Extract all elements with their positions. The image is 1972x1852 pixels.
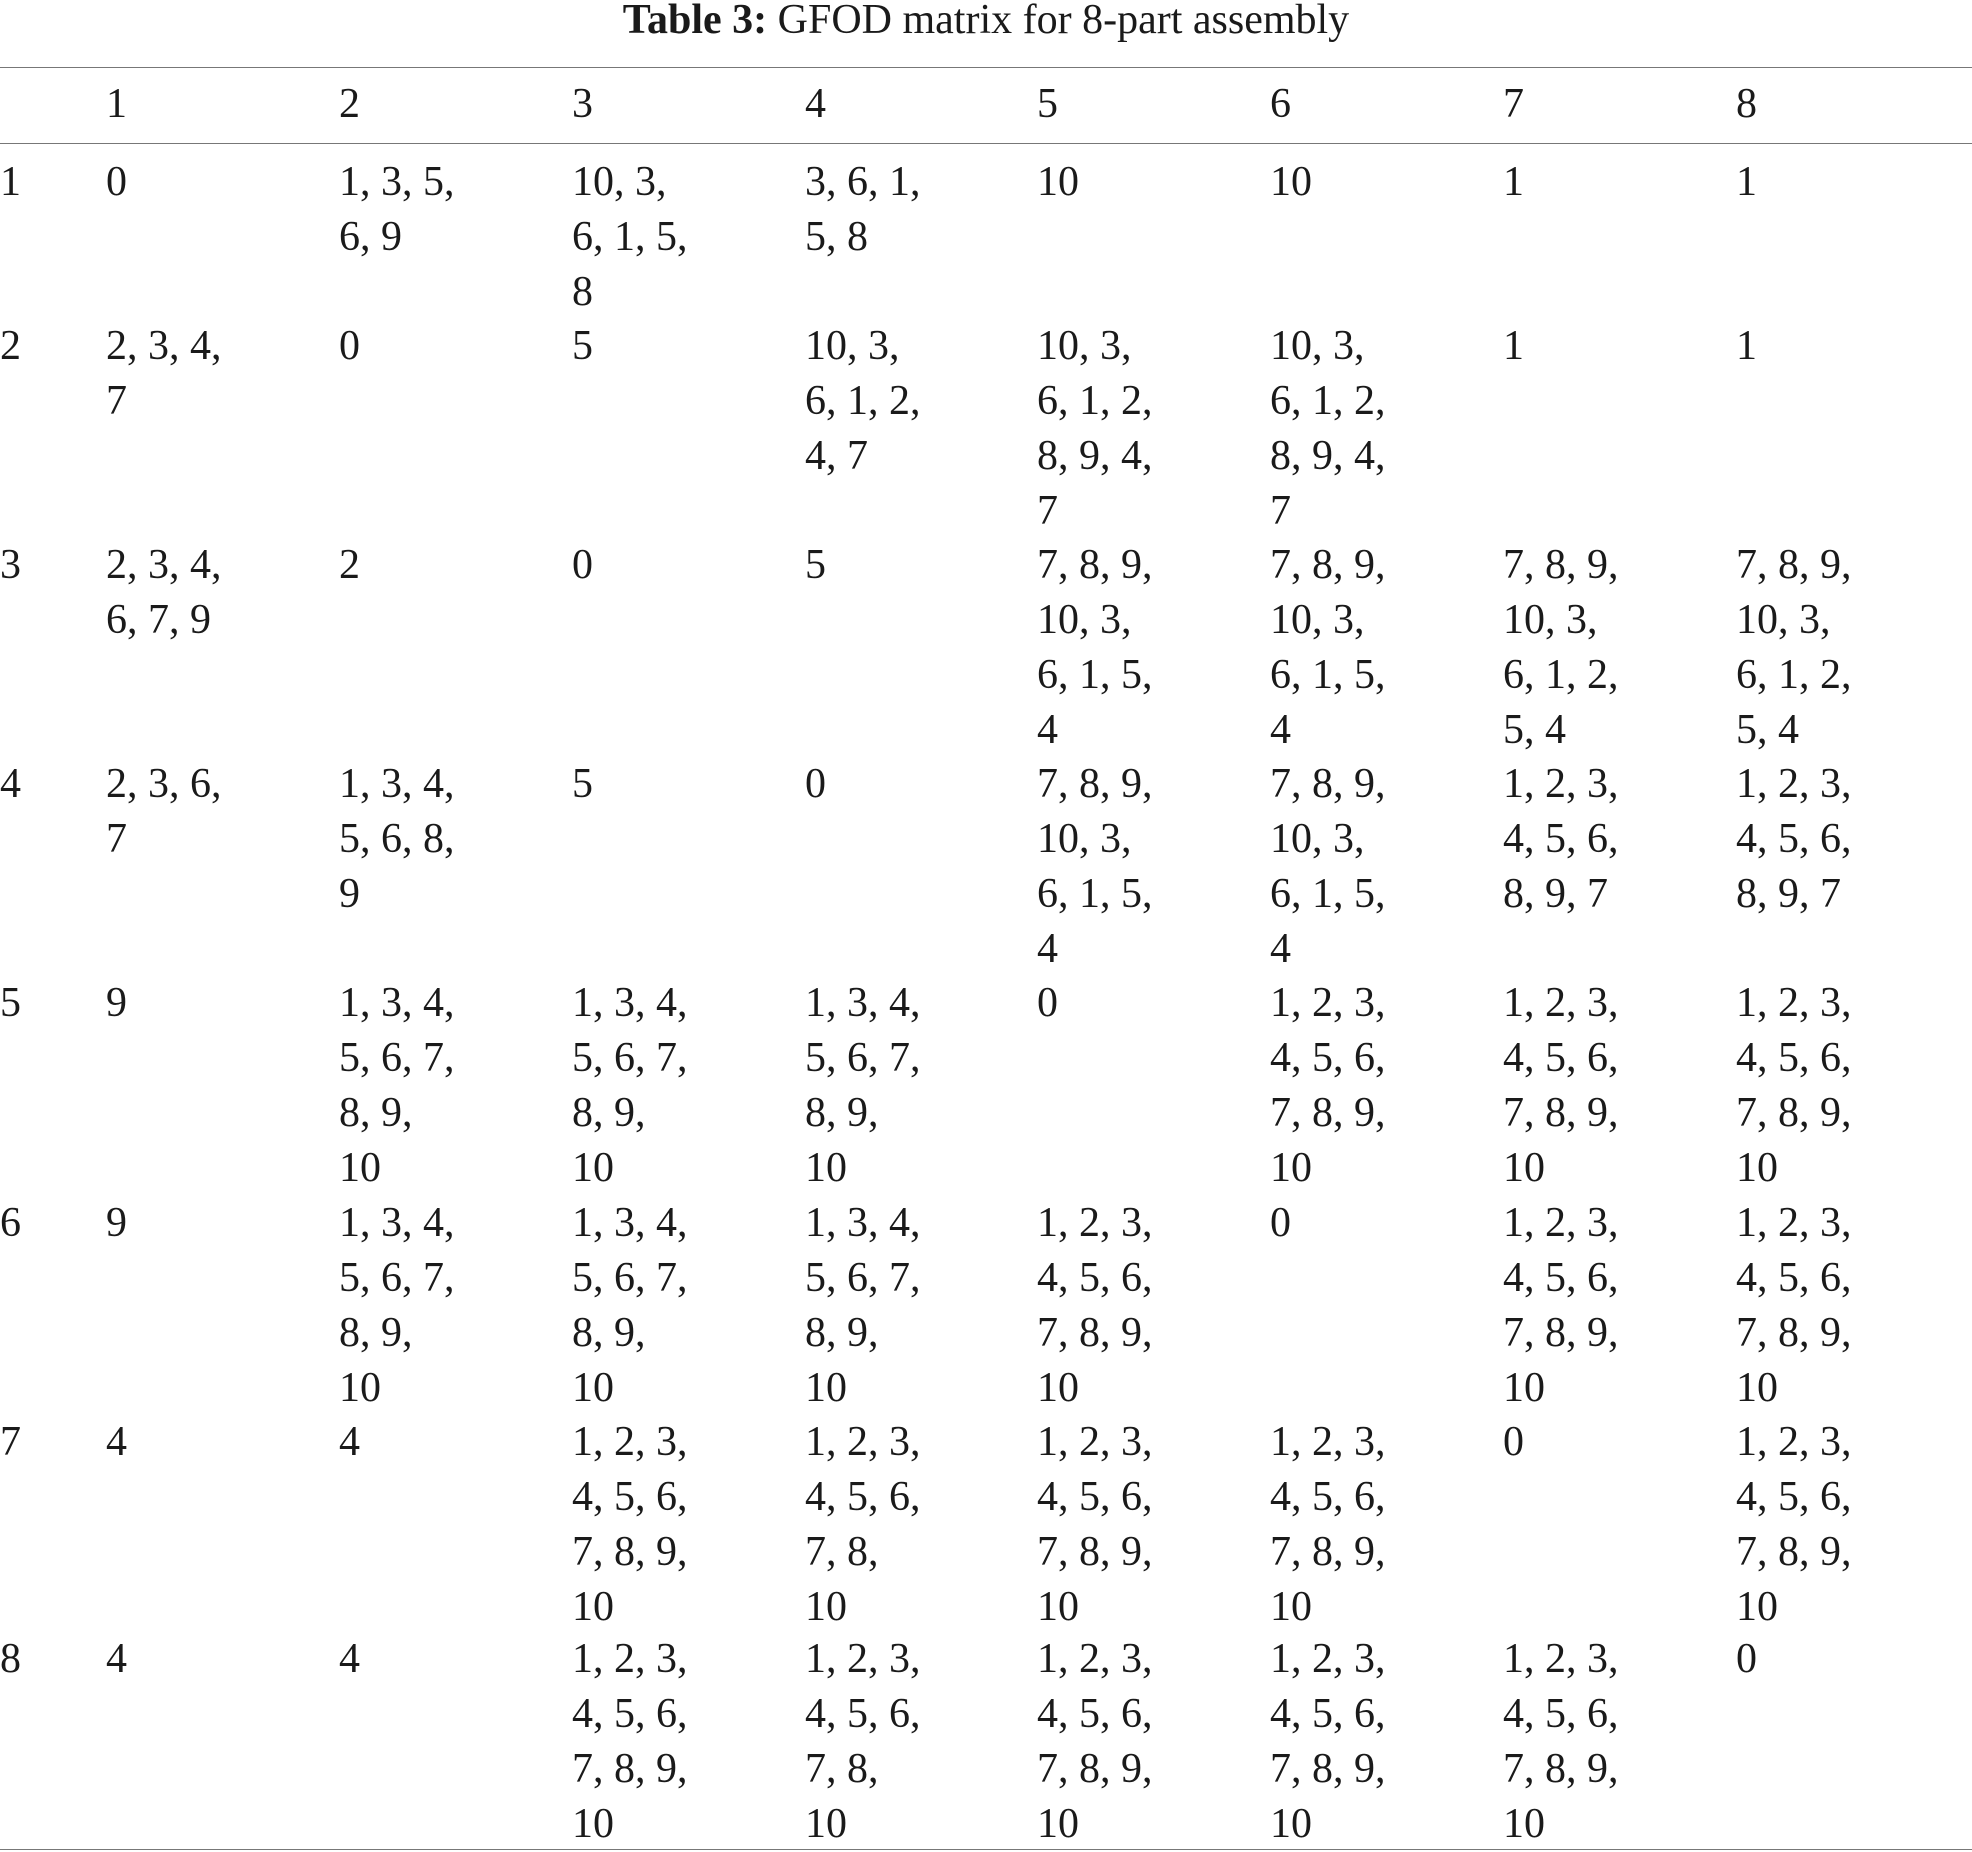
table-cell: 7, 8, 9, 10, 3, 6, 1, 2, 5, 4 [1503, 542, 1619, 753]
caption-label: Table 3: [622, 0, 768, 43]
table-cell: 7, 8, 9, 10, 3, 6, 1, 5, 4 [1037, 542, 1153, 753]
table-bottom-rule [0, 1849, 1972, 1850]
table-cell: 1, 3, 4, 5, 6, 7, 8, 9, 10 [339, 980, 455, 1191]
row-label: 3 [0, 542, 21, 588]
table-cell: 1, 2, 3, 4, 5, 6, 7, 8, 9, 10 [1037, 1419, 1153, 1630]
table-cell: 1, 2, 3, 4, 5, 6, 7, 8, 9, 10 [1503, 1636, 1619, 1847]
table-cell: 2, 3, 6, 7 [106, 761, 222, 862]
table-cell: 1, 3, 4, 5, 6, 7, 8, 9, 10 [339, 1200, 455, 1411]
table-cell: 1, 2, 3, 4, 5, 6, 7, 8, 10 [805, 1419, 921, 1630]
row-label: 5 [0, 980, 21, 1026]
table-cell: 5 [572, 761, 593, 807]
table-cell: 7, 8, 9, 10, 3, 6, 1, 2, 5, 4 [1736, 542, 1852, 753]
table-cell: 10, 3, 6, 1, 2, 4, 7 [805, 323, 921, 479]
table-cell: 1, 2, 3, 4, 5, 6, 7, 8, 10 [805, 1636, 921, 1847]
table-cell: 3, 6, 1, 5, 8 [805, 159, 921, 260]
table-cell: 10 [1270, 159, 1312, 205]
column-header: 8 [1736, 81, 1757, 127]
table-cell: 9 [106, 980, 127, 1026]
table-cell: 4 [106, 1636, 127, 1682]
table-cell: 1, 3, 4, 5, 6, 7, 8, 9, 10 [805, 1200, 921, 1411]
table-cell: 9 [106, 1200, 127, 1246]
table-cell: 1, 2, 3, 4, 5, 6, 7, 8, 9, 10 [1736, 1200, 1852, 1411]
table-caption [0, 0, 1972, 58]
table-cell: 7, 8, 9, 10, 3, 6, 1, 5, 4 [1270, 761, 1386, 972]
table-cell: 1, 2, 3, 4, 5, 6, 7, 8, 9, 10 [1736, 1419, 1852, 1630]
row-label: 7 [0, 1419, 21, 1465]
caption-text: GFOD matrix for 8-part assembly [777, 0, 1350, 43]
table-cell: 10, 3, 6, 1, 2, 8, 9, 4, 7 [1037, 323, 1153, 534]
table-cell: 1, 2, 3, 4, 5, 6, 8, 9, 7 [1736, 761, 1852, 917]
table-cell: 1, 2, 3, 4, 5, 6, 7, 8, 9, 10 [1037, 1636, 1153, 1847]
column-header: 4 [805, 81, 826, 127]
table-cell: 0 [106, 159, 127, 205]
table-cell: 10, 3, 6, 1, 2, 8, 9, 4, 7 [1270, 323, 1386, 534]
table-cell: 1, 2, 3, 4, 5, 6, 7, 8, 9, 10 [1736, 980, 1852, 1191]
table-cell: 7, 8, 9, 10, 3, 6, 1, 5, 4 [1270, 542, 1386, 753]
table-cell: 10 [1037, 159, 1079, 205]
table-cell: 1, 2, 3, 4, 5, 6, 7, 8, 9, 10 [1503, 1200, 1619, 1411]
row-label: 8 [0, 1636, 21, 1682]
column-header: 3 [572, 81, 593, 127]
table-cell: 0 [1270, 1200, 1291, 1246]
table-cell: 1, 2, 3, 4, 5, 6, 7, 8, 9, 10 [1503, 980, 1619, 1191]
table-cell: 1, 2, 3, 4, 5, 6, 7, 8, 9, 10 [1037, 1200, 1153, 1411]
row-label: 4 [0, 761, 21, 807]
table-cell: 5 [805, 542, 826, 588]
table-cell: 1, 2, 3, 4, 5, 6, 8, 9, 7 [1503, 761, 1619, 917]
table-cell: 5 [572, 323, 593, 369]
table-cell: 4 [339, 1419, 360, 1465]
table-cell: 1, 2, 3, 4, 5, 6, 7, 8, 9, 10 [572, 1419, 688, 1630]
table-cell: 2, 3, 4, 7 [106, 323, 222, 424]
table-cell: 0 [805, 761, 826, 807]
table-cell: 1 [1736, 323, 1757, 369]
table-cell: 1, 2, 3, 4, 5, 6, 7, 8, 9, 10 [572, 1636, 688, 1847]
table-cell: 1, 3, 4, 5, 6, 8, 9 [339, 761, 455, 917]
table-cell: 1, 3, 4, 5, 6, 7, 8, 9, 10 [805, 980, 921, 1191]
table-cell: 0 [1503, 1419, 1524, 1465]
table-cell: 0 [339, 323, 360, 369]
table-cell: 1, 3, 4, 5, 6, 7, 8, 9, 10 [572, 980, 688, 1191]
table-cell: 4 [106, 1419, 127, 1465]
row-label: 6 [0, 1200, 21, 1246]
table-cell: 2 [339, 542, 360, 588]
row-label: 2 [0, 323, 21, 369]
table-cell: 7, 8, 9, 10, 3, 6, 1, 5, 4 [1037, 761, 1153, 972]
table-cell: 1, 2, 3, 4, 5, 6, 7, 8, 9, 10 [1270, 980, 1386, 1191]
table-cell: 1, 2, 3, 4, 5, 6, 7, 8, 9, 10 [1270, 1636, 1386, 1847]
column-header: 6 [1270, 81, 1291, 127]
table-cell: 1 [1503, 323, 1524, 369]
table-cell: 1, 3, 5, 6, 9 [339, 159, 455, 260]
table-cell: 0 [1037, 980, 1058, 1026]
table-header-rule [0, 143, 1972, 144]
table-cell: 1, 2, 3, 4, 5, 6, 7, 8, 9, 10 [1270, 1419, 1386, 1630]
column-header: 5 [1037, 81, 1058, 127]
column-header: 1 [106, 81, 127, 127]
table-cell: 4 [339, 1636, 360, 1682]
table-cell: 0 [572, 542, 593, 588]
table-top-rule [0, 67, 1972, 68]
table-cell: 0 [1736, 1636, 1757, 1682]
table-cell: 2, 3, 4, 6, 7, 9 [106, 542, 222, 643]
row-label: 1 [0, 159, 21, 205]
table-cell: 10, 3, 6, 1, 5, 8 [572, 159, 688, 315]
table-cell: 1, 3, 4, 5, 6, 7, 8, 9, 10 [572, 1200, 688, 1411]
table-cell: 1 [1503, 159, 1524, 205]
column-header: 7 [1503, 81, 1524, 127]
table-cell: 1 [1736, 159, 1757, 205]
column-header: 2 [339, 81, 360, 127]
